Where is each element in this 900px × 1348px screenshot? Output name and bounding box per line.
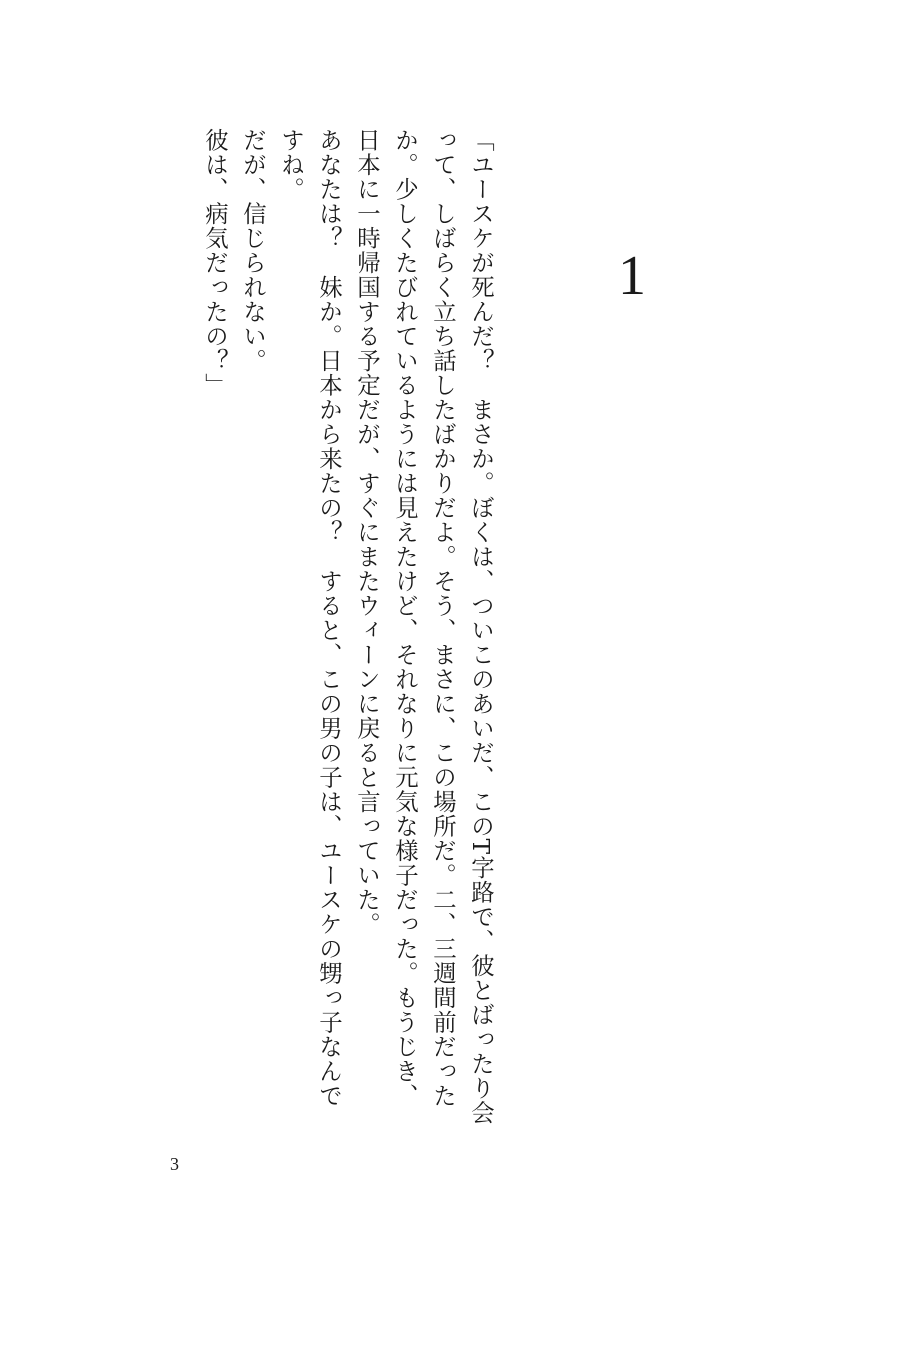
chapter-number: 1: [618, 245, 646, 307]
paragraph-2: あなたは？ 妹か。日本から来たの？ すると、この男の子は、ユースケの甥っ子なんですね。: [277, 128, 343, 1108]
paragraph-1: 「ユースケが死んだ？ まさか。ぼくは、ついこのあいだ、このT字路で、彼とばったり会って、しばらく立ち話したばかりだよ。そう、まさに、この場所だ。二、三週間前だったか。少しくたびれているようには見えたけど、それなりに元気な様子だった。もうじき、日本に一時帰国する予定だが、すぐにまたウィーンに戻ると言っていた。: [353, 128, 495, 1125]
page-number: 3: [170, 1154, 179, 1174]
body-text: [196, 128, 500, 1128]
paragraph-4: 彼は、病気だったの？」: [201, 128, 229, 398]
paragraph-3: だが、信じられない。: [239, 128, 267, 373]
